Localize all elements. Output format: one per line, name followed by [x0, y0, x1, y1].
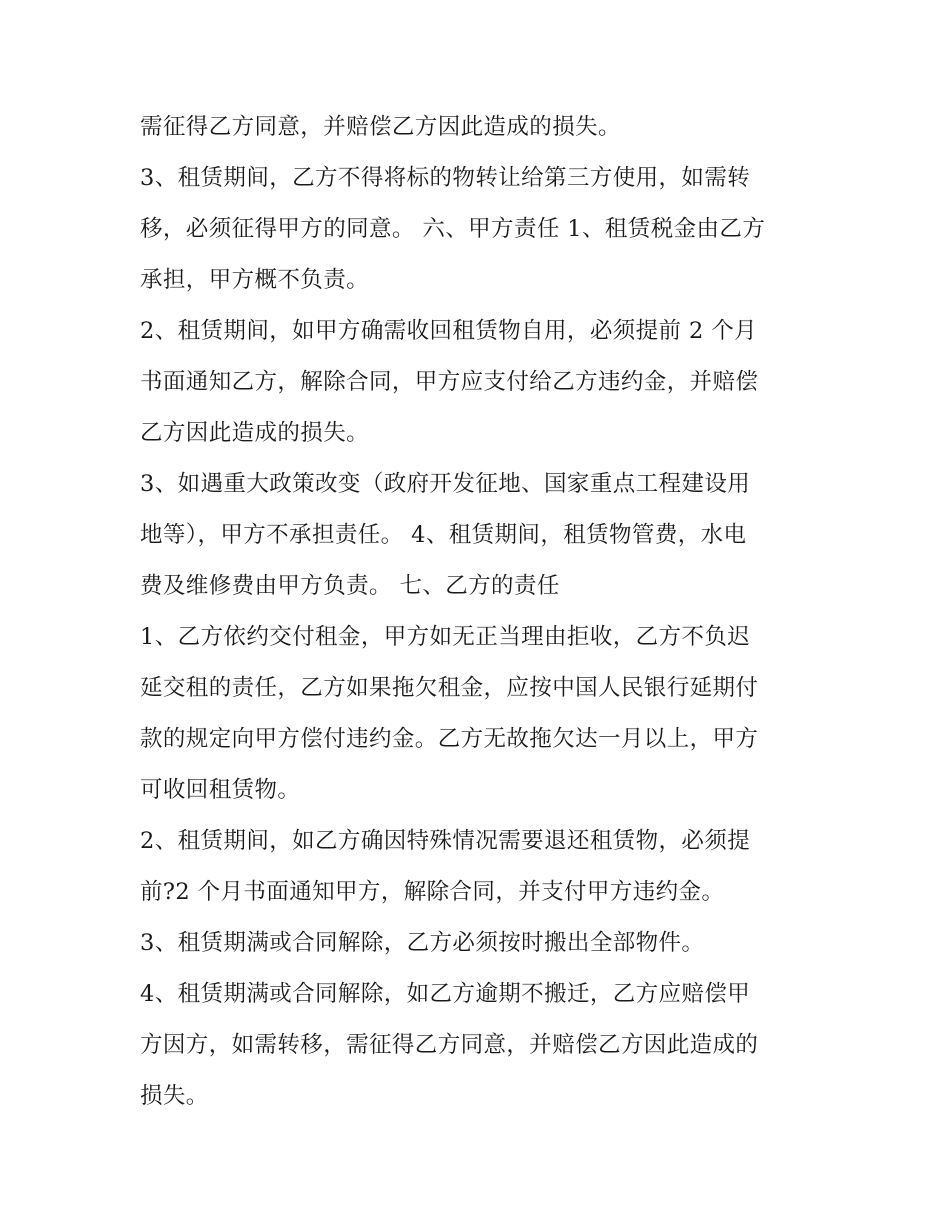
- text-line: 1、乙方依约交付租金，甲方如无正当理由拒收，乙方不负迟: [140, 624, 751, 650]
- text-line: 可收回租赁物。: [140, 777, 301, 803]
- text-line: 2、租赁期间，如甲方确需收回租赁物自用，必须提前 2 个月: [140, 318, 758, 344]
- text-line: 书面通知乙方，解除合同，甲方应支付给乙方违约金，并赔偿: [140, 369, 759, 395]
- text-line: 移，必须征得甲方的同意。 六、甲方责任 1、租赁税金由乙方: [140, 216, 766, 242]
- text-line: 4、租赁期满或合同解除，如乙方逾期不搬迁，乙方应赔偿甲: [140, 981, 751, 1007]
- text-line: 2、租赁期间，如乙方确因特殊情况需要退还租赁物，必须提: [140, 828, 751, 854]
- text-line: 延交租的责任，乙方如果拖欠租金，应按中国人民银行延期付: [140, 675, 759, 701]
- text-line: 损失。: [140, 1083, 209, 1109]
- text-line: 乙方因此造成的损失。: [140, 420, 370, 446]
- text-line: 前?2 个月书面通知甲方，解除合同，并支付甲方违约金。: [140, 879, 725, 905]
- text-line: 3、租赁期满或合同解除，乙方必须按时搬出全部物件。: [140, 930, 705, 956]
- text-line: 方因方，如需转移，需征得乙方同意，并赔偿乙方因此造成的: [140, 1032, 759, 1058]
- text-line: 3、如遇重大政策改变（政府开发征地、国家重点工程建设用: [140, 471, 751, 497]
- text-line: 地等），甲方不承担责任。 4、租赁期间，租赁物管费，水电: [140, 522, 747, 548]
- text-line: 款的规定向甲方偿付违约金。乙方无故拖欠达一月以上，甲方: [140, 726, 759, 752]
- document-body: [140, 102, 820, 1122]
- text-line: 需征得乙方同意，并赔偿乙方因此造成的损失。: [140, 114, 621, 140]
- text-line: 费及维修费由甲方负责。 七、乙方的责任: [140, 573, 560, 599]
- text-line: 3、租赁期间，乙方不得将标的物转让给第三方使用，如需转: [140, 165, 751, 191]
- text-line: 承担，甲方概不负责。: [140, 267, 370, 293]
